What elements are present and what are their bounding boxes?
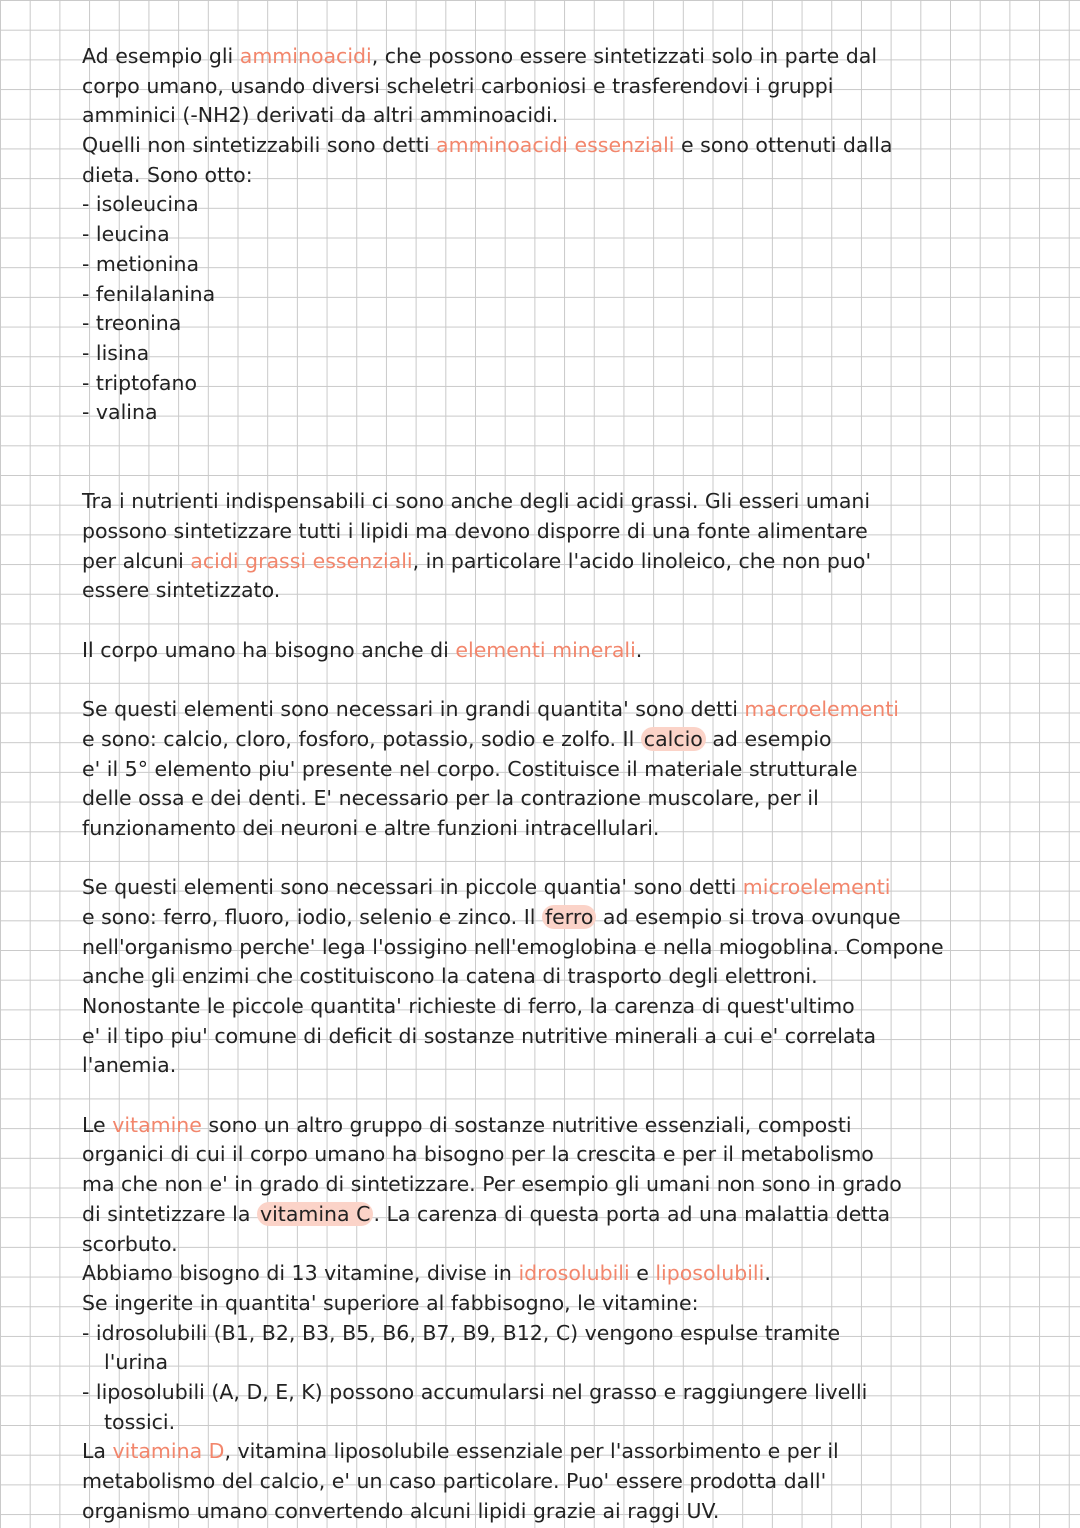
text-fragment: organismo umano convertendo alcuni lipidi grazie ai raggi UV. [82, 1498, 720, 1523]
highlighted-term: elementi minerali [455, 637, 636, 662]
text-line [82, 161, 1072, 191]
text-fragment: funzionamento dei neuroni e altre funzioni intracellulari. [82, 815, 660, 840]
text-line [82, 992, 1072, 1022]
text-line [82, 280, 1072, 310]
text-line [82, 1497, 1072, 1527]
text-line [82, 190, 1072, 220]
text-fragment: - idrosolubili (B1, B2, B3, B5, B6, B7, B9, B12, C) vengono espulse tramite [82, 1320, 841, 1345]
highlighted-term: amminoacidi [239, 44, 372, 68]
text-line [82, 1140, 1072, 1170]
text-line [82, 1051, 1072, 1081]
text-fragment: e sono: ferro, fluoro, iodio, selenio e zinco. Il [82, 904, 542, 929]
highlighted-term: liposolubili [655, 1261, 765, 1286]
text-line [82, 933, 1072, 963]
text-fragment: - isoleucina [82, 192, 199, 217]
text-fragment: La [82, 1439, 113, 1464]
text-line [82, 1022, 1072, 1052]
text-line [82, 1467, 1072, 1497]
text-line [82, 1408, 1072, 1438]
text-fragment: , che possono essere sintetizzati solo in parte dal [371, 44, 878, 68]
text-fragment: - treonina [82, 311, 182, 336]
highlighted-term: microelementi [742, 875, 891, 900]
text-line [82, 873, 1072, 903]
text-fragment: Quelli non sintetizzabili sono detti [82, 133, 437, 158]
text-line [82, 695, 1072, 725]
text-line [82, 220, 1072, 250]
text-fragment: tossici. [104, 1409, 176, 1434]
text-fragment: - leucina [82, 222, 170, 247]
text-fragment: Tra i nutrienti indispensabili ci sono anche degli acidi grassi. Gli esseri umani [82, 489, 871, 514]
text-line [82, 487, 1072, 517]
text-fragment: delle ossa e dei denti. E' necessario per la contrazione muscolare, per il [82, 786, 819, 811]
text-fragment: ma che non e' in grado di sintetizzare. Per esempio gli umani non sono in grado [82, 1172, 902, 1197]
blank-line [82, 844, 1072, 874]
blank-line [82, 428, 1072, 458]
text-fragment: - lisina [82, 340, 150, 365]
text-fragment: e' il tipo piu' comune di deficit di sostanze nutritive minerali a cui e' correlata [82, 1023, 877, 1048]
highlighted-term: vitamina D [112, 1439, 225, 1464]
text-line [82, 131, 1072, 161]
text-line [82, 1319, 1072, 1349]
text-line [82, 42, 1072, 72]
text-line [82, 725, 1072, 755]
text-line [82, 1289, 1072, 1319]
blank-line [82, 1081, 1072, 1111]
text-fragment: ad esempio si trova ovunque [596, 904, 901, 929]
text-fragment: . La carenza di questa porta ad una malattia detta [373, 1201, 891, 1226]
text-line [82, 72, 1072, 102]
text-fragment: Abbiamo bisogno di 13 vitamine, divise in [82, 1261, 519, 1286]
text-fragment: corpo umano, usando diversi scheletri carboniosi e trasferendovi i gruppi [82, 73, 834, 98]
notes-page [82, 42, 1072, 1526]
text-fragment: possono sintetizzare tutti i lipidi ma devono disporre di una fonte alimentare [82, 519, 868, 543]
text-fragment: Se questi elementi sono necessari in piccole quantia' sono detti [82, 875, 743, 900]
text-fragment: di sintetizzare la [82, 1201, 257, 1226]
text-line [82, 755, 1072, 785]
highlighted-term: macroelementi [744, 697, 899, 722]
text-fragment: - liposolubili (A, D, E, K) possono accumularsi nel grasso e raggiungere livelli [82, 1379, 868, 1404]
text-line [82, 547, 1072, 577]
text-fragment: , in particolare l'acido linoleico, che non puo' [412, 548, 872, 573]
text-fragment: l'anemia. [82, 1053, 177, 1078]
blank-line [82, 606, 1072, 636]
boxed-term: ferro [542, 905, 596, 929]
blank-line [82, 665, 1072, 695]
text-line [82, 101, 1072, 131]
text-line [82, 1230, 1072, 1260]
text-fragment: e' il 5° elemento piu' presente nel corpo. Costituisce il materiale strutturale [82, 756, 858, 781]
boxed-term: vitamina C [257, 1202, 373, 1226]
text-fragment: , vitamina liposolubile essenziale per l'assorbimento e per il [224, 1439, 839, 1464]
text-fragment: per alcuni [82, 548, 191, 573]
text-fragment: . [764, 1261, 771, 1286]
blank-line [82, 458, 1072, 488]
text-line [82, 398, 1072, 428]
text-line [82, 517, 1072, 547]
text-fragment: - metionina [82, 251, 200, 276]
text-fragment: ad esempio [705, 726, 832, 751]
text-fragment: scorbuto. [82, 1231, 178, 1256]
text-line [82, 576, 1072, 606]
text-fragment: metabolismo del calcio, e' un caso particolare. Puo' essere prodotta dall' [82, 1469, 827, 1493]
text-line [82, 784, 1072, 814]
highlighted-term: idrosolubili [518, 1261, 630, 1286]
highlighted-term: acidi grassi essenziali [190, 548, 413, 573]
text-fragment: organici di cui il corpo umano ha bisogno per la crescita e per il metabolismo [82, 1142, 874, 1167]
text-fragment: - valina [82, 400, 158, 425]
text-line [82, 962, 1072, 992]
text-fragment: - triptofano [82, 370, 197, 395]
text-fragment: Nonostante le piccole quantita' richieste di ferro, la carenza di quest'ultimo [82, 994, 855, 1018]
text-fragment: anche gli enzimi che costituiscono la catena di trasporto degli elettroni. [82, 964, 818, 989]
text-line [82, 903, 1072, 933]
highlighted-term: amminoacidi essenziali [436, 133, 675, 158]
text-line [82, 1437, 1072, 1467]
text-fragment: dieta. Sono otto: [82, 162, 253, 187]
text-line [82, 1111, 1072, 1141]
text-line [82, 369, 1072, 399]
text-fragment: l'urina [104, 1350, 169, 1375]
text-line [82, 1200, 1072, 1230]
text-fragment: sono un altro gruppo di sostanze nutritive essenziali, composti [201, 1112, 852, 1137]
text-fragment: - fenilalanina [82, 281, 216, 306]
highlighted-term: vitamine [112, 1112, 202, 1137]
text-fragment: . [635, 637, 643, 662]
boxed-term: calcio [641, 727, 706, 751]
text-line [82, 1348, 1072, 1378]
text-fragment: essere sintetizzato. [82, 578, 281, 603]
text-fragment: e [629, 1261, 656, 1286]
text-line [82, 1259, 1072, 1289]
text-line [82, 309, 1072, 339]
text-fragment: e sono: calcio, cloro, fosforo, potassio, sodio e zolfo. Il [82, 726, 641, 751]
text-line [82, 1378, 1072, 1408]
text-line [82, 250, 1072, 280]
text-fragment: Il corpo umano ha bisogno anche di [82, 637, 456, 662]
text-fragment: Ad esempio gli [82, 44, 240, 68]
text-line [82, 1170, 1072, 1200]
text-fragment: Se ingerite in quantita' superiore al fabbisogno, le vitamine: [82, 1290, 699, 1315]
text-fragment: Se questi elementi sono necessari in grandi quantita' sono detti [82, 697, 745, 722]
text-fragment: nell'organismo perche' lega l'ossigino nell'emoglobina e nella miogoblina. Compone [82, 934, 944, 959]
text-fragment: amminici (-NH2) derivati da altri amminoacidi. [82, 103, 559, 128]
text-fragment: e sono ottenuti dalla [674, 133, 893, 158]
text-fragment: Le [82, 1112, 113, 1137]
text-line [82, 636, 1072, 666]
text-line [82, 814, 1072, 844]
text-line [82, 339, 1072, 369]
